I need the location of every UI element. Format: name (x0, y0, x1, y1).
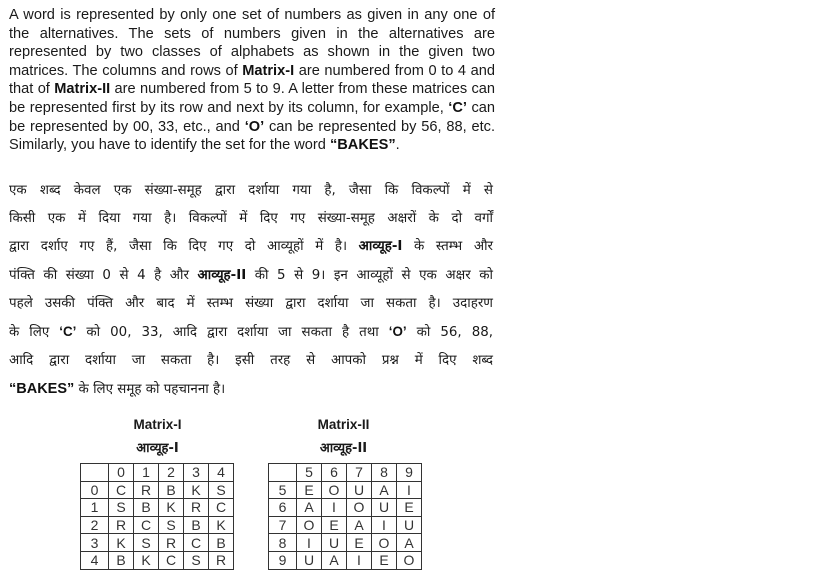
matrix-cell: S (184, 551, 209, 569)
column-header: 5 (297, 464, 322, 482)
matrix2-title: Matrix-II (317, 417, 370, 432)
text-run: are numbered from 0 to 4 and (294, 62, 495, 79)
matrix-cell: I (297, 534, 322, 552)
en-line: represented by two classes of alphabets as shown in the given two (9, 44, 495, 61)
matrix-cell: A (372, 481, 397, 499)
row-header: 5 (269, 481, 297, 499)
text-run: be represented by 00, 33, etc., and (9, 118, 245, 135)
matrix-cell: K (184, 481, 209, 499)
matrix1-hindi-title: आव्यूह-I (136, 441, 179, 456)
matrix-row (81, 534, 234, 552)
text-run: की 5 से 9। इन आव्यूहों से एक अक्षर को (246, 267, 493, 283)
matrix-cell: U (397, 516, 422, 534)
example-letter-o: ‘O’ (388, 324, 407, 340)
matrix-row (269, 481, 422, 499)
matrix-cell: K (109, 534, 134, 552)
hindi-instructions (9, 177, 493, 405)
row-header: 8 (269, 534, 297, 552)
row-header: 2 (81, 516, 109, 534)
matrix-row (81, 481, 234, 499)
example-letter-c: ‘C’ (59, 324, 77, 340)
text-run: को 56, 88, (406, 325, 493, 341)
row-header: 6 (269, 499, 297, 517)
matrix-cell: E (297, 481, 322, 499)
matrix-cell: E (347, 534, 372, 552)
column-header: 4 (209, 464, 234, 482)
matrix-cell: U (297, 551, 322, 569)
matrix-cell: O (297, 516, 322, 534)
row-header: 7 (269, 516, 297, 534)
text-run: Similarly, you have to identify the set for the word (9, 137, 330, 154)
matrix-cell: O (397, 551, 422, 569)
matrix-cell: S (209, 481, 234, 499)
hi-line (9, 375, 493, 404)
row-header: 9 (269, 551, 297, 569)
matrix-row (269, 534, 422, 552)
text-run: के स्तम्भ और (402, 239, 493, 255)
matrix-cell: I (347, 551, 372, 569)
matrix-cell: A (347, 516, 372, 534)
matrix-cell: K (134, 551, 159, 569)
matrix-cell: O (372, 534, 397, 552)
matrix-row (81, 516, 234, 534)
matrix-cell: R (209, 551, 234, 569)
text-run: that of (9, 81, 55, 98)
en-line: the alternatives. The sets of numbers given in the alternatives are (9, 25, 495, 42)
column-header: 0 (109, 464, 134, 482)
column-header: 3 (184, 464, 209, 482)
text-run: के लिए (9, 325, 60, 341)
target-word: “BAKES” (9, 381, 75, 398)
column-header: 7 (347, 464, 372, 482)
matrix-cell: I (322, 499, 347, 517)
text-run: के लिए समूह को पहचानना है। (74, 382, 226, 398)
column-header: 8 (372, 464, 397, 482)
matrix-row (81, 551, 234, 569)
matrix-row (81, 499, 234, 517)
hi-line: एक शब्द केवल एक संख्या-समूह द्वारा दर्शाया गया है, जैसा कि विकल्पों में से (9, 183, 493, 198)
en-line (9, 136, 495, 155)
matrix-cell: A (322, 551, 347, 569)
matrix-cell: K (209, 516, 234, 534)
matrix-cell: U (322, 534, 347, 552)
column-header: 1 (134, 464, 159, 482)
matrix-cell: R (134, 481, 159, 499)
matrix2-ref-hindi: आव्यूह-II (197, 267, 247, 283)
column-header: 2 (159, 464, 184, 482)
hi-line: किसी एक में दिया गया है। विकल्पों में दिए गए संख्या-समूह अक्षरों के दो वर्गों (9, 211, 493, 227)
row-header: 0 (81, 481, 109, 499)
text-run: द्वारा दर्शाए गए हैं, जैसा कि दिए गए दो आव्यूहों में है। (9, 239, 359, 255)
matrix-cell: K (159, 499, 184, 517)
matrix-corner-cell (269, 464, 297, 482)
matrix1-ref: Matrix-I (242, 62, 295, 79)
en-line (9, 99, 495, 118)
matrix-cell: C (209, 499, 234, 517)
text-run: . (395, 137, 400, 154)
matrix-cell: C (109, 481, 134, 499)
matrix-header-row (81, 464, 234, 482)
matrix-cell: B (109, 551, 134, 569)
matrix-row (269, 499, 422, 517)
text-run: be represented first by its row and next by its column, for example, (9, 99, 449, 116)
matrix-cell: A (297, 499, 322, 517)
en-line: A word is represented by only one set of numbers as given in any one of (9, 7, 495, 23)
matrix2-ref: Matrix-II (54, 81, 111, 98)
matrix-header-row (269, 464, 422, 482)
text-run: can be represented by 56, 88, etc. (264, 118, 495, 135)
row-header: 3 (81, 534, 109, 552)
example-letter-o: ‘O’ (244, 118, 265, 135)
matrix1-title: Matrix-I (133, 417, 182, 432)
matrix-cell: R (109, 516, 134, 534)
matrix-cell: E (397, 499, 422, 517)
example-letter-c: ‘C’ (448, 99, 467, 116)
matrix-row (269, 551, 422, 569)
row-header: 4 (81, 551, 109, 569)
matrix-cell: O (322, 481, 347, 499)
text-run: are numbered from 5 to 9. A letter from these matrices can (110, 81, 496, 98)
en-line (9, 118, 495, 137)
hi-line: पहले उसकी पंक्ति और बाद में स्तम्भ संख्या द्वारा दर्शाया जा सकता है। उदाहरण (9, 295, 493, 311)
en-line (9, 62, 495, 81)
hi-line (9, 262, 493, 290)
matrix-cell: C (159, 551, 184, 569)
matrix-cell: C (134, 516, 159, 534)
matrix-cell: B (184, 516, 209, 534)
text-run: matrices. The columns and rows of (9, 62, 243, 79)
column-header: 9 (397, 464, 422, 482)
matrix-cell: S (109, 499, 134, 517)
english-instructions (9, 6, 495, 155)
matrix-cell: I (397, 481, 422, 499)
en-line (9, 80, 495, 99)
hi-line (9, 318, 493, 347)
matrix-cell: E (372, 551, 397, 569)
text-run: को 00, 33, आदि द्वारा दर्शाया जा सकता है तथा (76, 325, 389, 341)
matrix-cell: E (322, 516, 347, 534)
matrix-cell: B (209, 534, 234, 552)
matrix-cell: R (184, 499, 209, 517)
matrix1-ref-hindi: आव्यूह-I (358, 239, 403, 255)
matrix2-hindi-title: आव्यूह-II (319, 441, 368, 456)
matrix-cell: B (159, 481, 184, 499)
matrix-cell: B (134, 499, 159, 517)
hi-line (9, 233, 493, 261)
matrix-cell: S (134, 534, 159, 552)
row-header: 1 (81, 499, 109, 517)
matrix-corner-cell (81, 464, 109, 482)
matrix-cell: O (347, 499, 372, 517)
target-word: “BAKES” (329, 137, 396, 154)
matrix1-table (80, 463, 234, 570)
text-run: can (466, 99, 495, 116)
matrix-cell: S (159, 516, 184, 534)
matrix-cell: A (397, 534, 422, 552)
matrix-cell: C (184, 534, 209, 552)
column-header: 6 (322, 464, 347, 482)
hi-line: आदि द्वारा दर्शाया जा सकता है। इसी तरह से आपको प्रश्न में दिए शब्द (9, 353, 493, 369)
matrix-cell: R (159, 534, 184, 552)
text-run: पंक्ति की संख्या 0 से 4 है और (9, 267, 198, 283)
matrix-cell: U (372, 499, 397, 517)
matrix-cell: I (372, 516, 397, 534)
matrix-cell: U (347, 481, 372, 499)
matrix-row (269, 516, 422, 534)
matrix2-table (268, 463, 422, 570)
